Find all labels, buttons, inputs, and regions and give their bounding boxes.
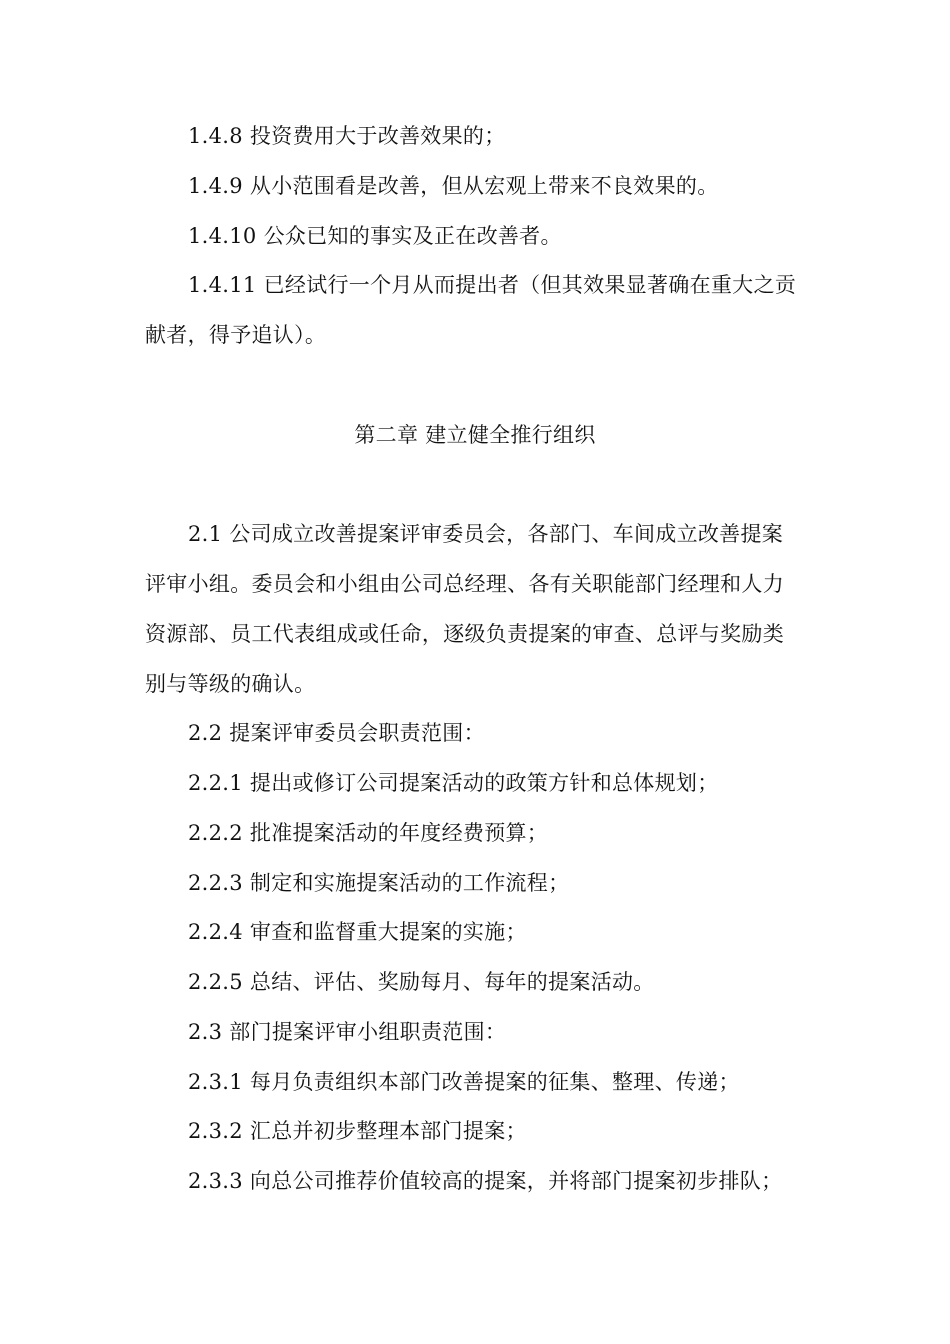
item-1-4-9: 1.4.9 从小范围看是改善，但从宏观上带来不良效果的。 <box>188 174 719 198</box>
para-2-1-line2: 评审小组。委员会和小组由公司总经理、各有关职能部门经理和人力 <box>145 572 784 596</box>
item-1-4-11-line2: 献者，得予追认）。 <box>145 323 327 347</box>
para-2-1-line1: 2.1 公司成立改善提案评审委员会，各部门、车间成立改善提案 <box>188 522 784 546</box>
item-1-4-8: 1.4.8 投资费用大于改善效果的； <box>188 124 506 148</box>
item-2-2-3: 2.2.3 制定和实施提案活动的工作流程； <box>188 871 570 895</box>
para-2-2: 2.2 提案评审委员会职责范围： <box>188 721 485 745</box>
para-2-3: 2.3 部门提案评审小组职责范围： <box>188 1020 507 1044</box>
item-2-2-4: 2.2.4 审查和监督重大提案的实施； <box>188 920 527 944</box>
item-2-3-1: 2.3.1 每月负责组织本部门改善提案的征集、整理、传递； <box>188 1070 740 1094</box>
item-1-4-10: 1.4.10 公众已知的事实及正在改善者。 <box>188 224 562 248</box>
para-2-1-line3: 资源部、员工代表组成或任命，逐级负责提案的审查、总评与奖励类 <box>145 622 784 646</box>
item-1-4-11-line1: 1.4.11 已经试行一个月从而提出者（但其效果显著确在重大之贡 <box>188 273 797 297</box>
item-2-3-2: 2.3.2 汇总并初步整理本部门提案； <box>188 1119 527 1143</box>
item-2-2-2: 2.2.2 批准提案活动的年度经费预算； <box>188 821 549 845</box>
item-2-3-3: 2.3.3 向总公司推荐价值较高的提案，并将部门提案初步排队； <box>188 1169 783 1193</box>
item-2-2-5: 2.2.5 总结、评估、奖励每月、每年的提案活动。 <box>188 970 655 994</box>
chapter-title: 第二章 建立健全推行组织 <box>354 423 596 447</box>
para-2-1-line4: 别与等级的确认。 <box>145 672 316 696</box>
item-2-2-1: 2.2.1 提出或修订公司提案活动的政策方针和总体规划； <box>188 771 719 795</box>
